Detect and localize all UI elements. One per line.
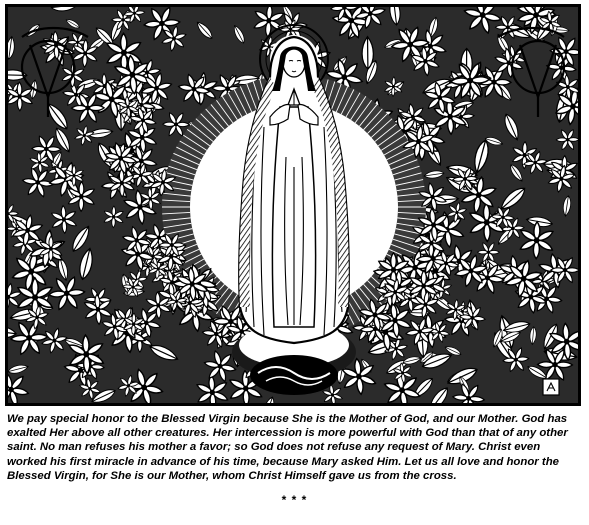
engraving-artwork: [8, 7, 578, 403]
section-separator: * * *: [281, 493, 308, 507]
caption-paragraph: We pay special honor to the Blessed Virgin because She is the Mother of God, and our Mother. God has exalted Her above all other creatures. Her intercession is more powerful with God than that of any other saint. No man refuses his mother a favor; so God does not refuse any request of Mary. Christ even worked his first miracle in advance of his time, because Mary asked Him. Let us all love and honor the Blessed Virgin, for She is our Mother, whom Christ Himself gave us from the cross.: [7, 413, 568, 482]
madonna-illustration: [5, 4, 581, 406]
artist-mark-icon: [543, 379, 559, 395]
